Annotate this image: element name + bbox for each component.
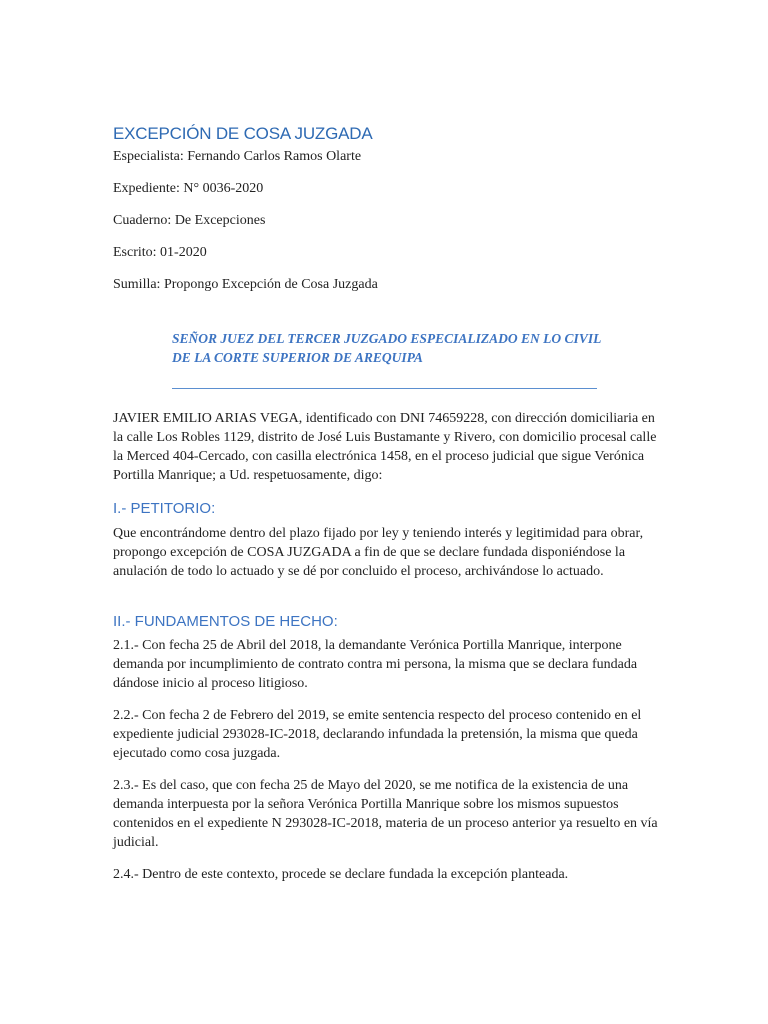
petitorio-paragraph: Que encontrándome dentro del plazo fijado por ley y teniendo interés y legitimidad para obrar, propongo excepción de COSA JUZGADA a fin de que se declare fundada disponiéndose la anulación de todo lo actuado y se dé por concluido el proceso, archivándose lo actuado. bbox=[113, 526, 644, 579]
section-heading-petitorio: I.- PETITORIO: bbox=[113, 500, 216, 517]
addressee-divider bbox=[172, 388, 597, 389]
fundamento-2-2: 2.2.- Con fecha 2 de Febrero del 2019, se emite sentencia respecto del proceso contenido en el expediente judicial 293028-IC-2018, declarando infundada la pretensión, la misma que queda ejecutado como cosa juzgada. bbox=[113, 708, 642, 761]
document-title: EXCEPCIÓN DE COSA JUZGADA bbox=[113, 124, 373, 143]
meta-escrito: Escrito: 01-2020 bbox=[113, 245, 207, 260]
meta-expediente: Expediente: N° 0036-2020 bbox=[113, 181, 264, 196]
addressee: SEÑOR JUEZ DEL TERCER JUZGADO ESPECIALIZADO EN LO CIVIL DE LA CORTE SUPERIOR DE AREQUIPA bbox=[172, 331, 601, 365]
meta-sumilla: Sumilla: Propongo Excepción de Cosa Juzgada bbox=[113, 277, 378, 292]
intro-paragraph: JAVIER EMILIO ARIAS VEGA, identificado con DNI 74659228, con dirección domiciliaria en la calle Los Robles 1129, distrito de José Luis Bustamante y Rivero, con domicilio procesal calle la Merced 404-Cercado, con casilla electrónica 1458, en el proceso judicial que sigue Verónica Portilla Manrique; a Ud. respetuosamente, digo: bbox=[113, 411, 657, 483]
meta-cuaderno: Cuaderno: De Excepciones bbox=[113, 213, 266, 228]
fundamento-2-3: 2.3.- Es del caso, que con fecha 25 de Mayo del 2020, se me notifica de la existencia de una demanda interpuesta por la señora Verónica Portilla Manrique sobre los mismos supuestos contenidos en el expediente N 293028-IC-2018, materia de un proceso anterior ya resuelto en vía judicial. bbox=[113, 778, 658, 850]
meta-especialista: Especialista: Fernando Carlos Ramos Olarte bbox=[113, 149, 362, 164]
section-heading-fundamentos: II.- FUNDAMENTOS DE HECHO: bbox=[113, 613, 338, 630]
fundamento-2-4: 2.4.- Dentro de este contexto, procede se declare fundada la excepción planteada. bbox=[113, 867, 569, 882]
fundamento-2-1: 2.1.- Con fecha 25 de Abril del 2018, la demandante Verónica Portilla Manrique, interpone demanda por incumplimiento de contrato contra mi persona, la misma que se declara fundada dándose inicio al proceso litigioso. bbox=[113, 638, 638, 691]
